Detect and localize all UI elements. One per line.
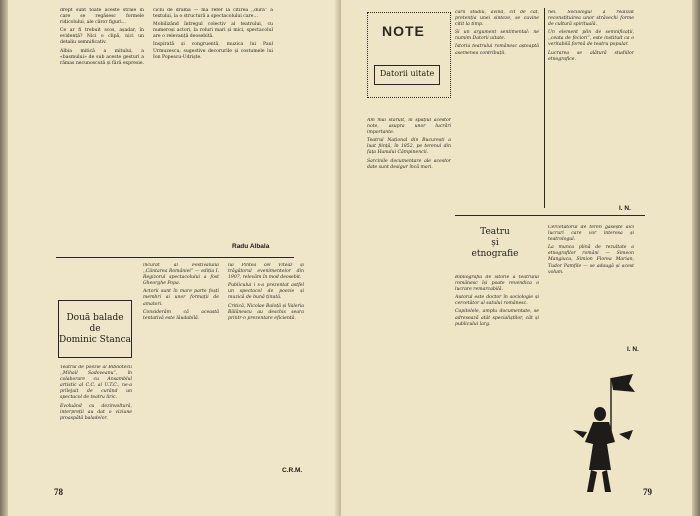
paragraph: Ce ar fi trebuit scos, așadar, în evidență? Nici o clipă, nici un detaliu semnificativ. xyxy=(60,28,144,46)
paragraph: La munca plină de rezultate a etnografilor români — Simeon Mangiuca, Simion Florea Marian, Tudor Pamfile — se adaugă și acest volum. xyxy=(548,245,634,275)
signature-radu-albala: Radu Albala xyxy=(232,243,270,250)
right-column-4 xyxy=(455,275,539,503)
flag-icon xyxy=(611,374,635,392)
paragraph: Lucrarea se alătură studiilor etnografice. xyxy=(548,50,634,62)
paragraph: Am mai stăruit, în spațiul acestor note, asupra unor lucrări importante. xyxy=(367,118,451,136)
paragraph: Inspirată și congruentă, muzica lui Paul Urmuzescu; sugestive decorurile și costumele lui Ion Popescu-Udriște. xyxy=(153,42,273,60)
paragraph: Publicului i s-a prezentat astfel un spectacol de poezie și muzică de bună ținută. xyxy=(228,283,304,301)
right-page xyxy=(341,0,700,516)
page-number-left: 78 xyxy=(54,487,63,497)
paragraph: Mobilizând întregul colectiv al teatrului, cu numeroși actori, la roluri mari și mici, spectacolul are o relevanță deosebită. xyxy=(153,22,273,40)
title-line: Teatru xyxy=(480,227,510,237)
paragraph: Actorii sunt în mare parte foști membri ai unor formații de amatori. xyxy=(143,289,219,307)
right-column-1 xyxy=(367,118,451,503)
left-column-3 xyxy=(60,365,132,485)
paragraph: Cercetătorul de teren găsește aici lucruri care vor interesa și teatrologul. xyxy=(548,225,634,243)
title-line: etnografie xyxy=(471,249,519,259)
section-divider xyxy=(56,257,294,258)
title-line: de xyxy=(89,323,101,334)
left-column-1 xyxy=(60,8,144,250)
right-column-5 xyxy=(548,225,634,355)
left-column-4 xyxy=(143,263,219,493)
figure-body-icon xyxy=(585,422,615,470)
paragraph: Considerăm că această tentativă este lăudabilă. xyxy=(143,309,219,321)
subtitle-text: Datorii uitate xyxy=(379,69,435,78)
paragraph: Bibliografia de istorie a teatrului românesc își poate revendica o lucrare remarcabilă. xyxy=(455,275,539,293)
paragraph: drept sunt toate aceste straie în care se regăsesc formele ridicolului, ale căror figuri... xyxy=(60,8,144,26)
note-header-box xyxy=(367,12,451,98)
title-line: și xyxy=(491,238,499,248)
note-label: NOTE xyxy=(382,23,425,39)
paragraph: Critică, Nicolae Baloță și Valeria Bălănescu au deschis seara printr-o prezentare eficientă. xyxy=(228,303,304,321)
paragraph: Autorul este doctor în sociologie și cercetător al satului românesc. xyxy=(455,295,539,307)
paragraph: lui Pintea cel Viteaz și trăgătorul evenimentelor din 1907, relevăm în mod deosebit. xyxy=(228,263,304,281)
teatru-etnografie-title xyxy=(453,227,537,260)
paragraph: Teatrul Național din București a luat ființă, în 1852, pe terenul din fața Hanului Câmpinencii. xyxy=(367,138,451,156)
folk-figure-icon xyxy=(553,372,643,500)
paragraph: Un element plin de semnificații, ,,ceata de feciori”, este instituit ca o veritabilă formă de teatru popular. xyxy=(548,30,634,48)
column-rule xyxy=(544,8,545,208)
left-page-edge xyxy=(0,0,8,516)
figure-head-icon xyxy=(594,407,606,421)
paragraph: încurat al Festivalului ,,Cântarea României” — ediția I. Regizorul spectacolului a fost Gheorghe Popa. xyxy=(143,263,219,287)
signature-crm: C.R.M. xyxy=(282,467,303,474)
signature-in-bottom: I. N. xyxy=(627,346,639,353)
paragraph: nei. Sociologul a realizat reconstituirea unor străvechi forme de cultură spirituală. xyxy=(548,10,634,28)
paragraph: Capitolele, amplu documentate, se adresează atât specialiștilor, cât și publicului larg. xyxy=(455,309,539,327)
title-box-doua-balade xyxy=(58,300,132,358)
right-column-2 xyxy=(455,10,539,195)
paragraph: Evoluând cu dezinvoltură, interpreții au dat o viziune proaspătă baladelor. xyxy=(60,403,132,421)
subtitle-box xyxy=(374,65,440,85)
section-divider-right xyxy=(455,215,645,216)
right-page-edge xyxy=(692,0,700,516)
right-column-3 xyxy=(548,10,634,210)
left-page xyxy=(0,0,345,516)
paragraph: Și un argument sentimental: ne numim Datorii uitate. xyxy=(455,30,539,42)
paragraph: cării studiu, avînd, cit de cât, pretenția unei sinteze, se cuvine citit la timp. xyxy=(455,10,539,28)
paragraph: ciclu de dramă — mă refer la citirea ,,dură” a textului, la o structură a spectacolului care... xyxy=(153,8,273,20)
left-column-2 xyxy=(153,8,273,236)
title-line: Două balade xyxy=(66,312,124,323)
signature-in-top: I. N. xyxy=(619,205,631,212)
page-number-right: 79 xyxy=(643,487,652,497)
left-column-5 xyxy=(228,263,304,483)
paragraph: Teatrul de poezie al Bibliotecii ,,Mihail Sadoveanu”, în colaborare cu Ansamblul artistic al C.C. al U.T.C., ne-a prilejuit de curând un spectacol de teatru liric. xyxy=(60,365,132,401)
figure-legs-icon xyxy=(587,470,611,492)
paragraph: Albia mitică a mitului, a «basmului» de sub aceste gesturi a rămas necunoscută și fără expresie. xyxy=(60,48,144,66)
paragraph: Sarcinile documentare ale acestor date sunt desigur încă mari. xyxy=(367,158,451,170)
paragraph: Istoria teatrului românesc așteaptă asemenea contribuții. xyxy=(455,44,539,56)
title-line: Dominic Stanca xyxy=(59,334,131,345)
